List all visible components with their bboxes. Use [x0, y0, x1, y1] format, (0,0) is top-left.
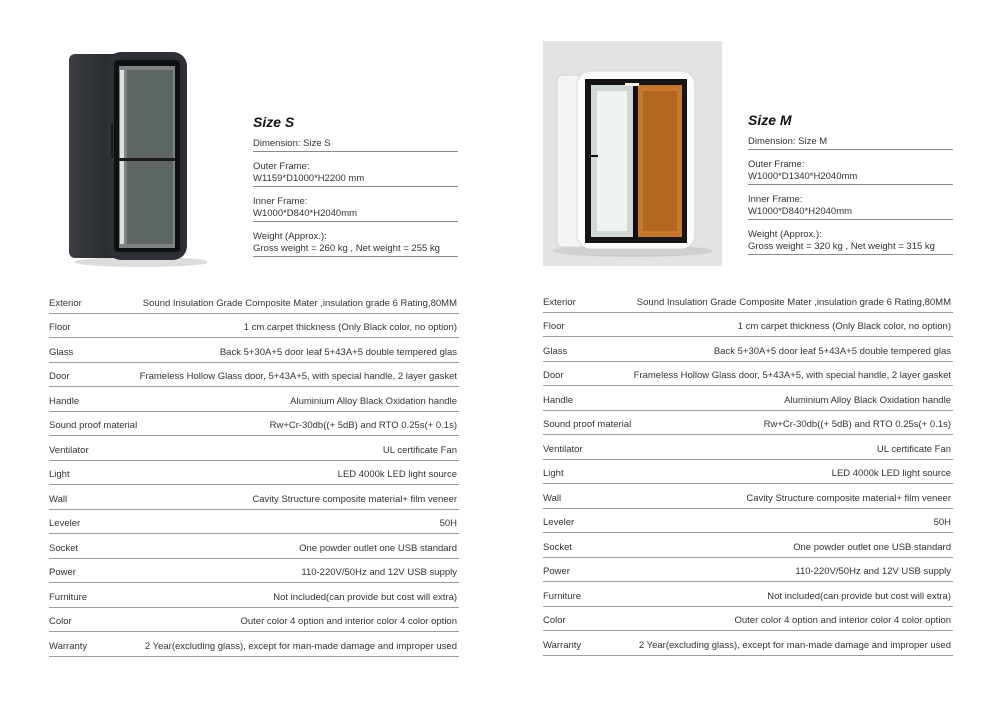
spec-label: Light — [543, 468, 564, 479]
spec-value: Cavity Structure composite material+ film veneer — [252, 493, 457, 505]
spec-label: Leveler — [49, 518, 81, 529]
spec-label: Wall — [49, 493, 68, 505]
table-row — [543, 288, 953, 313]
spec-value: 2 Year(excluding glass), except for man-made damage and improper used — [144, 640, 457, 652]
size-m-dimension — [748, 136, 953, 150]
table-row — [543, 582, 953, 607]
spec-label: Glass — [543, 345, 568, 357]
size-m-outer-frame — [748, 159, 953, 185]
size-m-weight — [748, 229, 953, 255]
table-row — [543, 509, 953, 534]
inner-frame-value: W1000*D840*H2040mm — [253, 208, 358, 219]
spec-value: Rw+Cr-30db((+ 5dB) and RTO 0.25s(+ 0.1s) — [763, 419, 951, 430]
spec-label: Exterior — [49, 297, 82, 309]
size-s-outer-frame — [253, 161, 458, 187]
spec-label: Door — [543, 370, 564, 381]
spec-label: Socket — [49, 542, 79, 554]
spec-label: Power — [543, 566, 570, 577]
spec-value: One powder outlet one USB standard — [793, 541, 951, 553]
spec-value: 110-220V/50Hz and 12V USB supply — [301, 567, 457, 578]
spec-label: Color — [543, 615, 566, 626]
table-row — [543, 386, 953, 411]
inner-frame-label: Inner Frame: — [253, 196, 308, 207]
spec-value: Frameless Hollow Glass door, 5+43A+5, with special handle, 2 layer gasket — [139, 371, 457, 382]
spec-value: Aluminium Alloy Black Oxidation handle — [784, 394, 951, 406]
spec-value: Outer color 4 option and interior color 4 color option — [240, 616, 457, 627]
spec-label: Light — [49, 469, 70, 480]
table-row — [543, 558, 953, 583]
table-row — [49, 485, 459, 510]
size-s-spec-table — [49, 289, 459, 657]
size-s-inner-frame — [253, 196, 458, 222]
inner-frame-value: W1000*D840*H2040mm — [748, 206, 853, 217]
spec-label: Power — [49, 567, 76, 578]
spec-value: Sound Insulation Grade Composite Mater ,insulation grade 6 Rating,80MM — [636, 296, 951, 308]
table-row — [49, 436, 459, 461]
table-row — [49, 608, 459, 633]
table-row — [49, 314, 459, 339]
spec-label: Furniture — [49, 591, 88, 603]
size-s-weight — [253, 231, 458, 257]
table-row — [543, 460, 953, 485]
spec-value: 50H — [933, 517, 951, 528]
spec-label: Floor — [49, 322, 71, 333]
spec-label: Ventilator — [49, 444, 89, 456]
spec-value: Back 5+30A+5 door leaf 5+43A+5 double tempered glas — [219, 346, 457, 358]
size-s-title: Size S — [253, 114, 295, 130]
spec-label: Floor — [543, 321, 565, 332]
table-row — [49, 510, 459, 535]
table-row — [49, 387, 459, 412]
spec-label: Sound proof material — [543, 419, 632, 430]
table-row — [543, 533, 953, 558]
weight-label: Weight (Approx.): — [748, 229, 822, 240]
spec-value: 110-220V/50Hz and 12V USB supply — [795, 566, 951, 577]
spec-label: Ventilator — [543, 443, 583, 455]
table-row — [49, 461, 459, 486]
outer-frame-value: W1159*D1000*H2200 mm — [253, 173, 365, 184]
dimension-text: Dimension: Size S — [253, 138, 331, 149]
weight-label: Weight (Approx.): — [253, 231, 327, 242]
spec-value: Back 5+30A+5 door leaf 5+43A+5 double tempered glas — [713, 345, 951, 357]
spec-label: Handle — [49, 395, 80, 407]
table-row — [543, 411, 953, 436]
table-row — [49, 632, 459, 657]
spec-value: Outer color 4 option and interior color 4 color option — [734, 615, 951, 626]
table-row — [49, 289, 459, 314]
table-row — [49, 412, 459, 437]
spec-label: Glass — [49, 346, 74, 358]
spec-label: Exterior — [543, 296, 576, 308]
weight-value: Gross weight = 320 kg , Net weight = 315 kg — [748, 241, 935, 252]
table-row — [49, 559, 459, 584]
spec-value: Rw+Cr-30db((+ 5dB) and RTO 0.25s(+ 0.1s) — [269, 420, 457, 431]
spec-value: UL certificate Fan — [382, 444, 457, 456]
dimension-text: Dimension: Size M — [748, 136, 828, 147]
spec-value: Aluminium Alloy Black Oxidation handle — [290, 395, 457, 407]
table-row — [543, 337, 953, 362]
spec-label: Door — [49, 371, 70, 382]
table-row — [49, 583, 459, 608]
size-s-dimension — [253, 138, 458, 152]
spec-label: Leveler — [543, 517, 575, 528]
size-m-booth-image — [543, 41, 722, 266]
size-m-overview — [748, 112, 953, 264]
table-row — [543, 435, 953, 460]
spec-label: Warranty — [543, 639, 582, 651]
size-m-spec-table — [543, 288, 953, 656]
spec-label: Socket — [543, 541, 573, 553]
spec-label: Color — [49, 616, 72, 627]
size-s-overview — [253, 114, 458, 266]
spec-label: Sound proof material — [49, 420, 138, 431]
outer-frame-label: Outer Frame: — [748, 159, 805, 170]
weight-value: Gross weight = 260 kg , Net weight = 255 kg — [253, 243, 440, 254]
spec-value: UL certificate Fan — [876, 443, 951, 455]
size-m-inner-frame — [748, 194, 953, 220]
spec-label: Furniture — [543, 590, 582, 602]
size-s-booth-image — [67, 40, 207, 268]
table-row — [49, 338, 459, 363]
spec-value: Not included(can provide but cost will extra) — [273, 591, 457, 603]
spec-value: 50H — [439, 518, 457, 529]
spec-value: 1 cm carpet thickness (Only Black color, no option) — [243, 322, 457, 333]
spec-value: Not included(can provide but cost will extra) — [767, 590, 951, 602]
spec-value: Frameless Hollow Glass door, 5+43A+5, with special handle, 2 layer gasket — [633, 370, 951, 381]
spec-value: One powder outlet one USB standard — [299, 542, 457, 554]
table-row — [543, 362, 953, 387]
spec-label: Warranty — [49, 640, 88, 652]
spec-value: Cavity Structure composite material+ film veneer — [746, 492, 951, 504]
spec-value: 1 cm carpet thickness (Only Black color, no option) — [737, 321, 951, 332]
spec-value: LED 4000k LED light source — [831, 468, 951, 479]
table-row — [543, 631, 953, 656]
size-m-title: Size M — [748, 112, 792, 128]
table-row — [543, 607, 953, 632]
outer-frame-label: Outer Frame: — [253, 161, 310, 172]
inner-frame-label: Inner Frame: — [748, 194, 803, 205]
table-row — [543, 484, 953, 509]
table-row — [543, 313, 953, 338]
spec-value: 2 Year(excluding glass), except for man-made damage and improper used — [638, 639, 951, 651]
spec-label: Handle — [543, 394, 574, 406]
table-row — [49, 363, 459, 388]
spec-label: Wall — [543, 492, 562, 504]
outer-frame-value: W1000*D1340*H2040mm — [748, 171, 858, 182]
spec-value: Sound Insulation Grade Composite Mater ,insulation grade 6 Rating,80MM — [142, 297, 457, 309]
table-row — [49, 534, 459, 559]
spec-value: LED 4000k LED light source — [337, 469, 457, 480]
